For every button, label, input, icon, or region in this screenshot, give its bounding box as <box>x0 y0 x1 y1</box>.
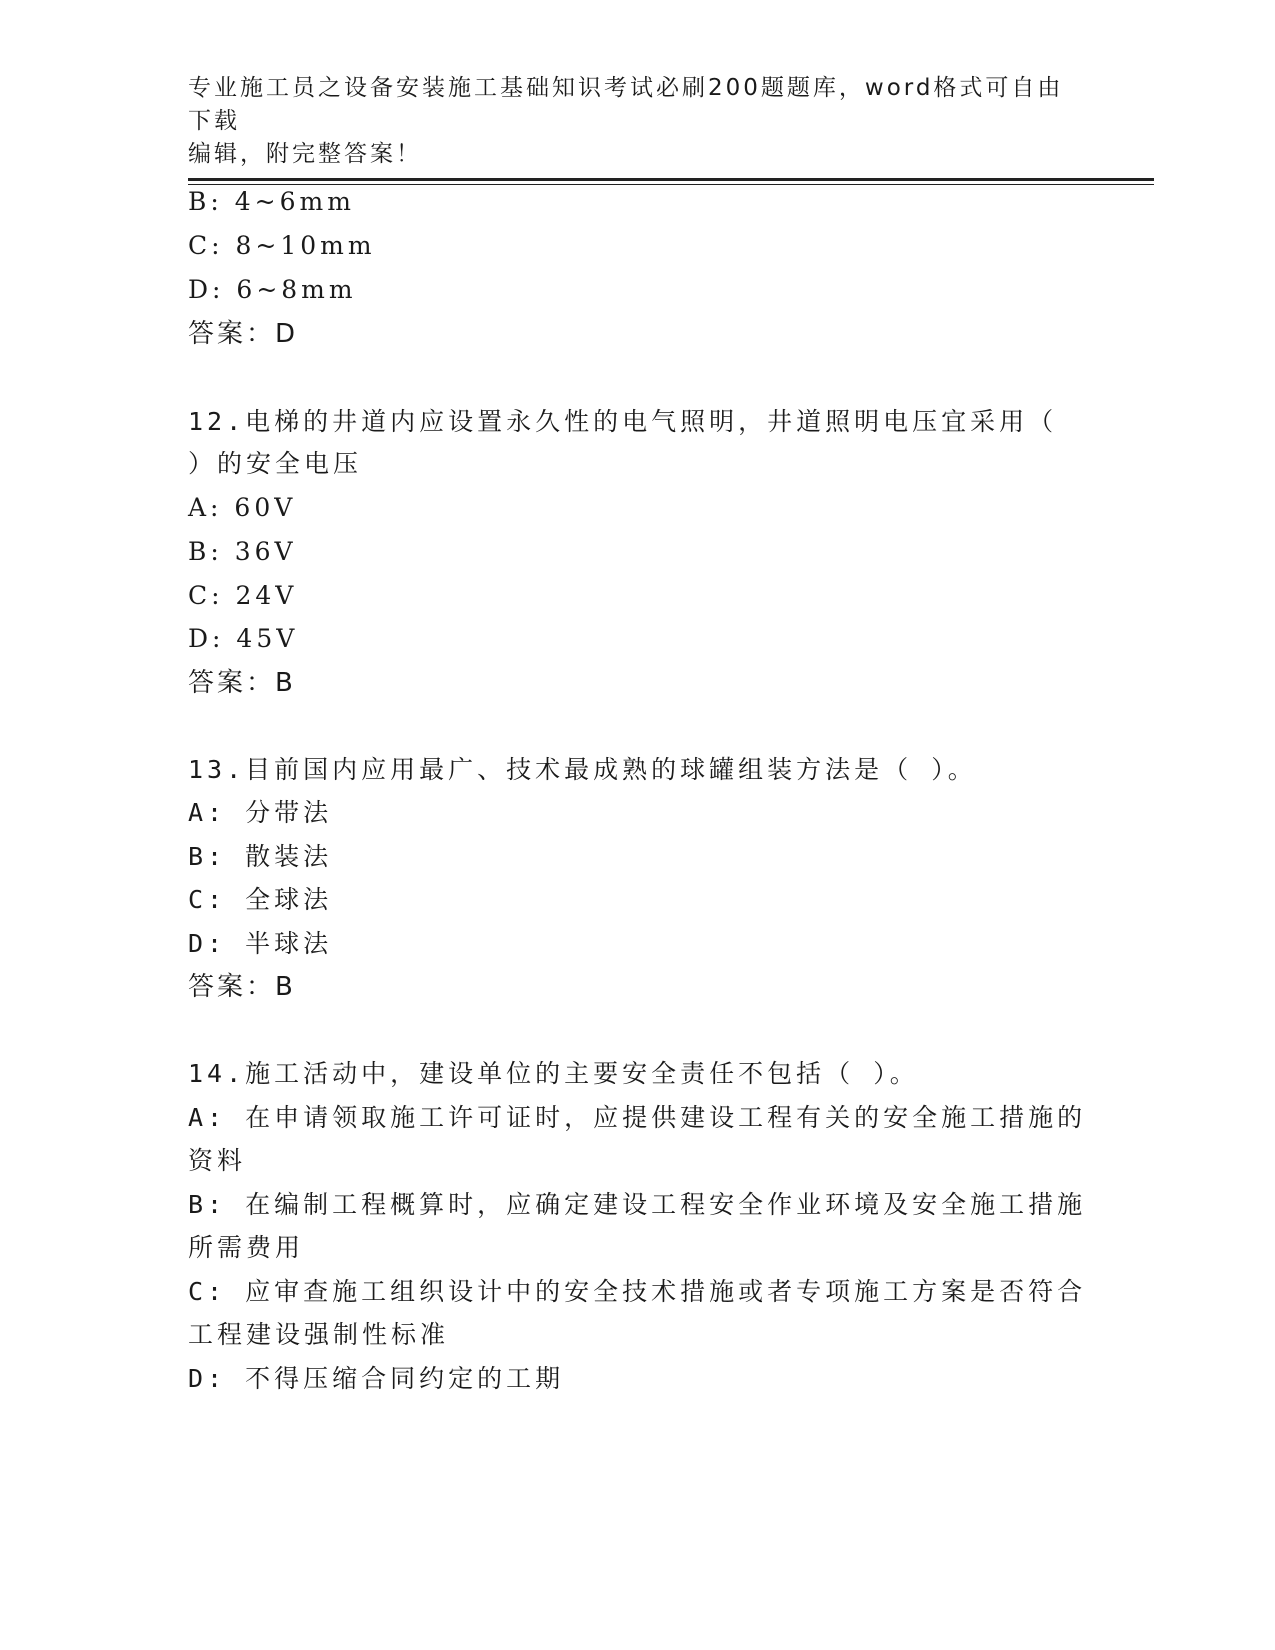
q13-option-c: C: 全球法 <box>188 885 333 914</box>
q11-answer: 答案：D <box>188 319 299 349</box>
q14-stem: 14.施工活动中，建设单位的主要安全责任不包括（ ）。 <box>188 1059 919 1088</box>
q13-answer: 答案：B <box>188 972 296 1002</box>
q12-option-b: B: 36V <box>188 537 297 566</box>
q14-option-a-line-2: 资料 <box>188 1146 247 1175</box>
q12-stem-line-2: ）的安全电压 <box>188 449 363 478</box>
q13-stem: 13.目前国内应用最广、技术最成熟的球罐组装方法是（ ）。 <box>188 755 977 784</box>
header-title-line-2: 编辑，附完整答案！ <box>188 141 422 167</box>
q13-option-a: A: 分带法 <box>188 798 333 827</box>
q12-option-a: A: 60V <box>188 493 297 522</box>
q13-option-d: D: 半球法 <box>188 929 333 958</box>
q11-option-b: B: 4~6mm <box>188 187 355 216</box>
q14-option-a-line-1: A: 在申请领取施工许可证时，应提供建设工程有关的安全施工措施的 <box>188 1103 1087 1132</box>
q14-option-b-line-2: 所需费用 <box>188 1233 305 1262</box>
q14-option-c-line-2: 工程建设强制性标准 <box>188 1320 450 1349</box>
q11-option-c: C: 8~10mm <box>188 231 376 260</box>
document-header <box>188 72 1088 171</box>
q12-stem-line-1: 12.电梯的井道内应设置永久性的电气照明，井道照明电压宜采用（ <box>188 407 1058 436</box>
q12-answer: 答案：B <box>188 668 296 698</box>
q12-option-c: C: 24V <box>188 581 298 610</box>
q14-option-c-line-1: C: 应审查施工组织设计中的安全技术措施或者专项施工方案是否符合 <box>188 1277 1087 1306</box>
header-title-line-1: 专业施工员之设备安装施工基础知识考试必刷200题题库，word格式可自由下载 <box>188 75 1064 134</box>
header-divider-thick <box>188 178 1154 181</box>
q14-option-d: D: 不得压缩合同约定的工期 <box>188 1364 565 1393</box>
q11-option-d: D: 6~8mm <box>188 275 357 304</box>
q14-option-b-line-1: B: 在编制工程概算时，应确定建设工程安全作业环境及安全施工措施 <box>188 1190 1087 1219</box>
q12-option-d: D: 45V <box>188 624 299 653</box>
q13-option-b: B: 散装法 <box>188 842 333 871</box>
header-divider-thin <box>188 184 1154 185</box>
